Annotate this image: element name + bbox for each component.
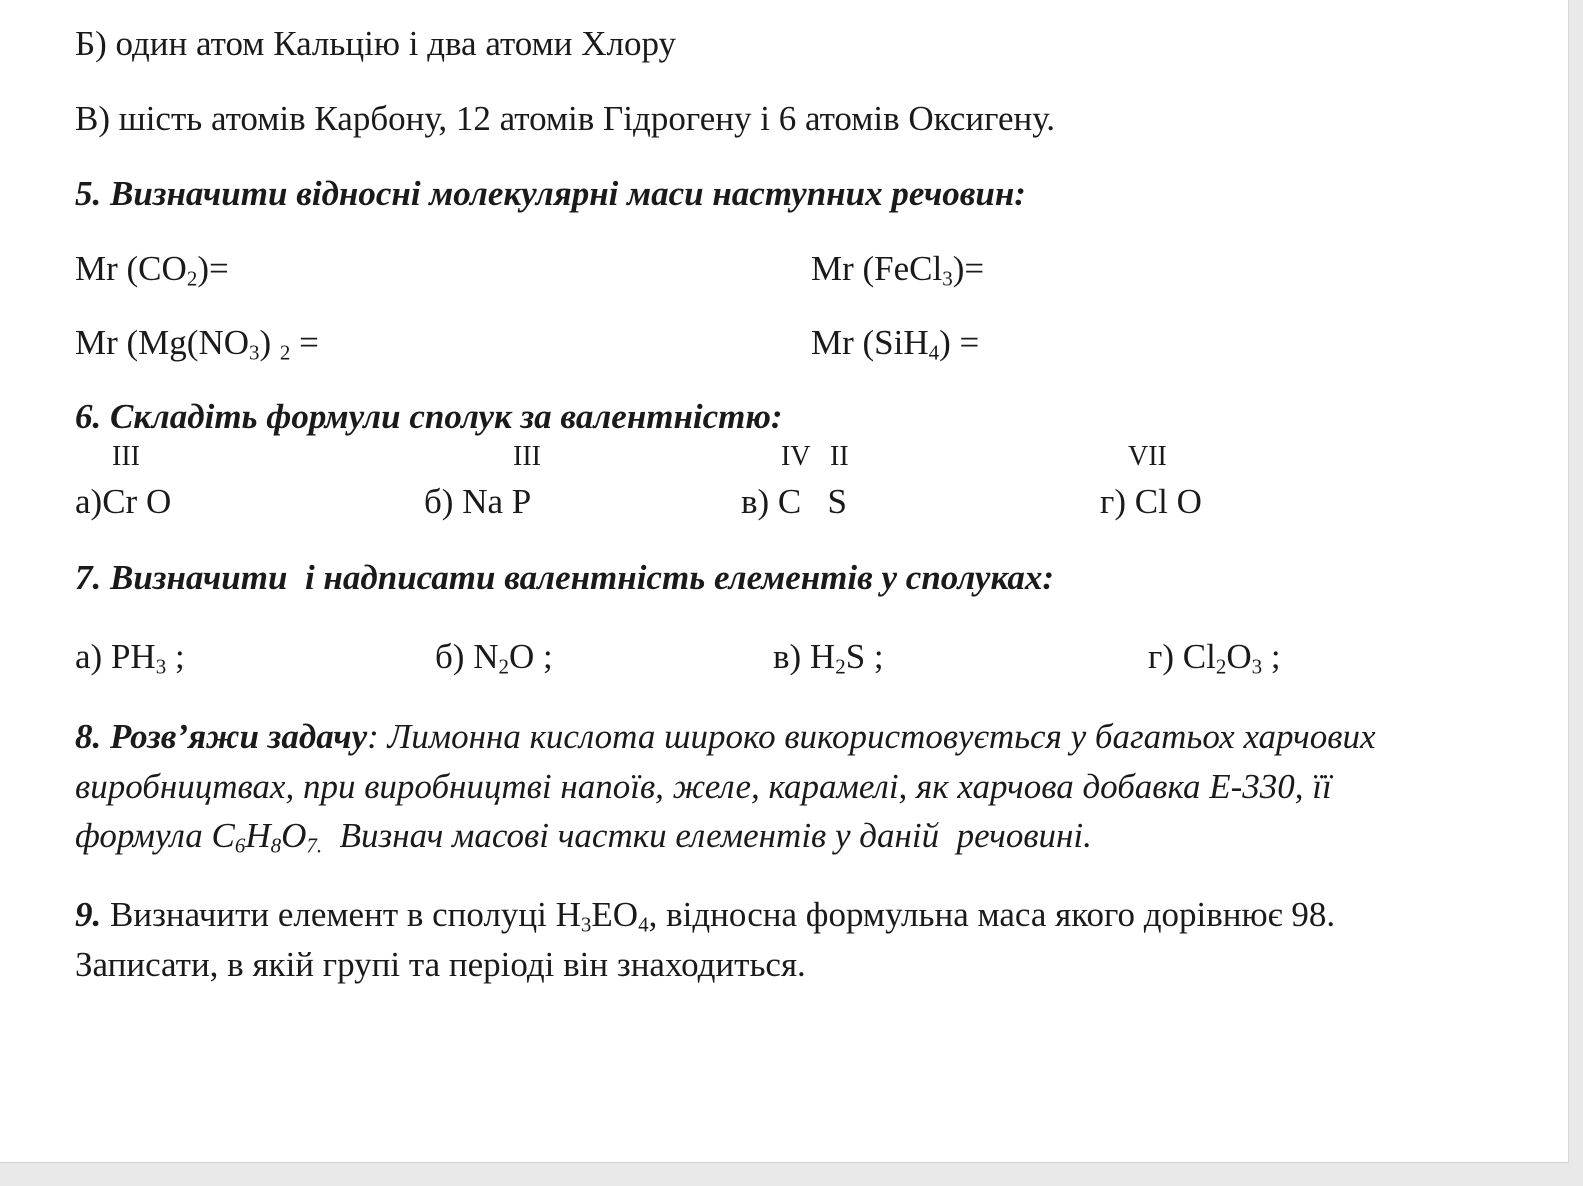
question-7-title: 7. Визначити і надписати валентність елементів у сполуках: bbox=[75, 558, 1054, 597]
compound-c: в) C S bbox=[741, 482, 847, 521]
question-8-line-3: формула $C_6H_8O_{7.}$ Визнач масові частки елементів у даній речовині. bbox=[75, 816, 1092, 858]
question-9-line-2: Записати, в якій групі та періоді він знаходиться. bbox=[75, 945, 806, 984]
question-9-number: 9. bbox=[75, 895, 102, 934]
question-6-title: 6. Складіть формули сполук за валентністю: bbox=[75, 397, 783, 436]
valence-a: III bbox=[112, 441, 140, 472]
question-8-line-1: 8. Розв’яжи задачу: Лимонна кислота широко використовується у багатьох харчових bbox=[75, 717, 1376, 756]
answer-option-b: Б) один атом Кальцію і два атоми Хлору bbox=[75, 24, 677, 63]
compound-ph3: а) $PH_3$ ; bbox=[75, 637, 185, 679]
formula-co2: Mr $(CO_2)=$ bbox=[75, 249, 229, 291]
answer-option-v: В) шість атомів Карбону, 12 атомів Гідрогену і 6 атомів Оксигену. bbox=[75, 99, 1055, 138]
compound-n2o: б) $N_2O$ ; bbox=[435, 637, 553, 679]
question-8-line-2: виробництвах, при виробництві напоїв, желе, карамелі, як харчова добавка Е-330, її bbox=[75, 767, 1332, 806]
formula-fecl3: Mr (FeCl$_3$)= bbox=[811, 249, 985, 291]
formula-mgno3: Mr ($Mg(NO_3) _2$ = bbox=[75, 323, 319, 365]
question-8-title: 8. Розв’яжи задачу bbox=[75, 717, 368, 756]
compound-b: б) Na P bbox=[424, 482, 532, 521]
formula-sih4: Mr (SiH$_4$) = bbox=[811, 323, 980, 365]
valence-c2: II bbox=[830, 441, 849, 472]
compound-h2s: в) $H_2S$ ; bbox=[773, 637, 884, 679]
compound-d: г) Cl O bbox=[1100, 482, 1202, 521]
compound-a: а)Cr O bbox=[75, 482, 172, 521]
valence-d: VII bbox=[1128, 441, 1167, 472]
question-8-text-1: Лимонна кислота широко використовується у багатьох харчових bbox=[387, 717, 1376, 756]
valence-c1: IV bbox=[781, 441, 811, 472]
valence-b: III bbox=[513, 441, 541, 472]
question-5-title: 5. Визначити відносні молекулярні маси наступних речовин: bbox=[75, 174, 1026, 213]
question-9-line-1: 9. Визначити елемент в сполуці $H_3EO_4$, відносна формульна маса якого дорівнює 98. bbox=[75, 895, 1336, 937]
compound-cl2o3: г) $Cl_2O_3$ ; bbox=[1148, 637, 1281, 679]
